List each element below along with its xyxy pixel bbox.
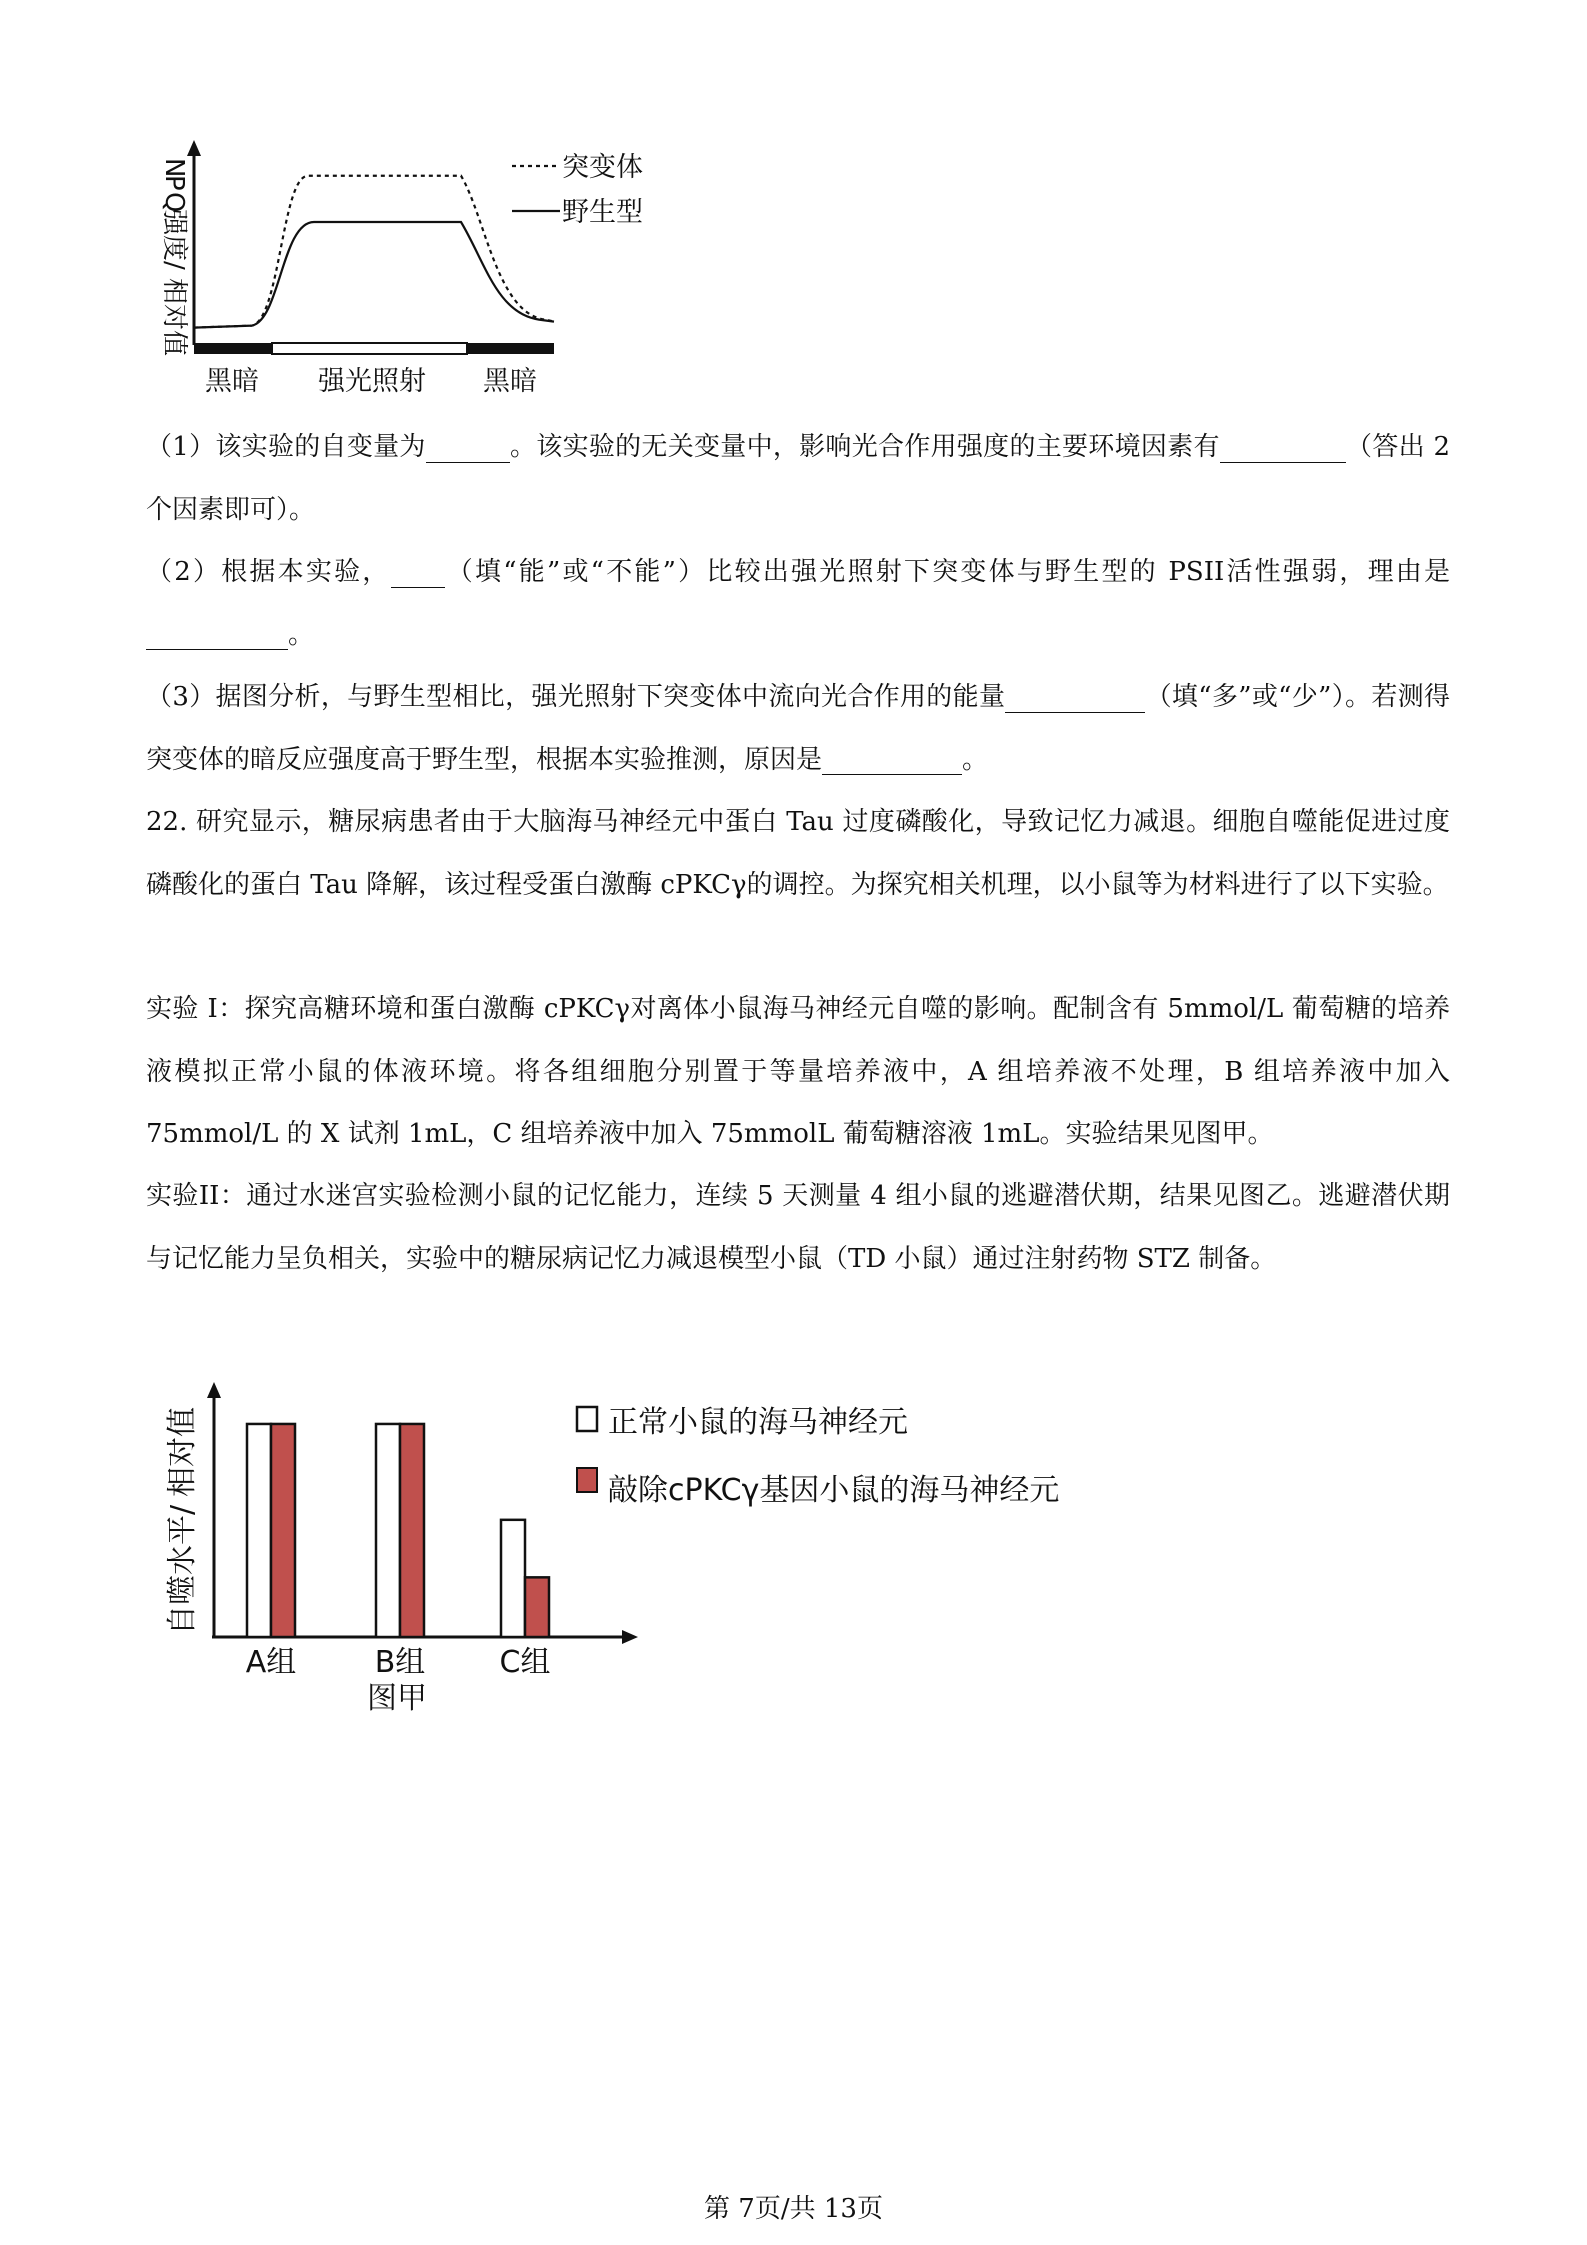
page-footer: 第 7页/共 13页 (704, 2194, 883, 2224)
bar-ylabel-char: 自 (165, 1605, 200, 1635)
npq-ylabel-char: N (159, 158, 189, 178)
bar-ylabel-char: 平 (165, 1515, 200, 1545)
bar-normal-a (247, 1424, 271, 1637)
bar-ylabel-char: 相 (165, 1467, 200, 1497)
legend-wild-label: 野生型 (562, 197, 643, 228)
phase-label-dark-2: 黑暗 (483, 366, 537, 397)
bar-category-a: A组 (245, 1645, 297, 1680)
phase-label-light: 强光照射 (318, 366, 426, 397)
q1-blank-2[interactable] (1220, 435, 1346, 463)
q3-text-b: （填“多”或“少”）。若测得突变体的暗反应强度高于野生型，根据本实验推测，原因是 (146, 682, 1451, 775)
bar-x-arrow (622, 1630, 638, 1644)
bar-y-arrow (207, 1382, 221, 1398)
bar-category-b: B组 (374, 1645, 426, 1680)
experiment-2: 实验II：通过水迷宫实验检测小鼠的记忆能力，连续 5 天测量 4 组小鼠的逃避潜伏期，结果见图乙。逃避潜伏期与记忆能力呈负相关，实验中的糖尿病记忆力减退模型小鼠（TD 小鼠）通过注射药物 STZ 制备。 (146, 1181, 1450, 1274)
npq-ylabel-char: 值 (159, 330, 189, 357)
bar-ylabel-char: 值 (165, 1407, 200, 1437)
legend-knockout-swatch (577, 1468, 597, 1492)
npq-ylabel-char: Q (159, 192, 189, 213)
question-22: 22. 研究显示，糖尿病患者由于大脑海马神经元中蛋白 Tau 过度磷酸化，导致记忆力减退。细胞自噬能促进过度磷酸化的蛋白 Tau 降解，该过程受蛋白激酶 cPKCγ的调控。为探究相关机理，以小鼠等为材料进行了以下实验。 (146, 807, 1450, 900)
bar-knockout-a (271, 1424, 295, 1637)
bar-figure-title: 图甲 (367, 1681, 427, 1716)
npq-ylabel-char: 强 (159, 209, 189, 236)
q2-text-a: （2）根据本实验， (146, 557, 391, 587)
npq-ylabel-char: 度 (159, 235, 189, 262)
experiment-1: 实验 I：探究高糖环境和蛋白激酶 cPKCγ对离体小鼠海马神经元自噬的影响。配制含有 5mmol/L 葡萄糖的培养液模拟正常小鼠的体液环境。将各组细胞分别置于等量培养液中，A 组培养液不处理，B 组培养液中加入 75mmol/L 的 X 试剂 1mL，C 组培养液中加入 75mmolL 葡萄糖溶液 1mL。实验结果见图甲。 (146, 994, 1450, 1149)
q1-text-b: 。该实验的无关变量中，影响光合作用强度的主要环境因素有 (509, 432, 1220, 462)
npq-ylabel-char: 相 (159, 278, 189, 305)
bar-ylabel-char: / (165, 1504, 200, 1515)
legend-knockout-label: 敲除cPKCγ基因小鼠的海马神经元 (608, 1473, 1060, 1508)
bar-normal-c (501, 1520, 525, 1637)
bar-ylabel-char: 水 (165, 1545, 200, 1575)
q3-text-c: 。 (962, 744, 989, 775)
bar-ylabel-char: 噬 (165, 1575, 200, 1605)
q2-text-b: （填“能”或“不能”）比较出强光照射下突变体与野生型的 PSII活性强弱，理由是 (444, 557, 1451, 587)
q3-text-a: （3）据图分析，与野生型相比，强光照射下突变体中流向光合作用的能量 (146, 682, 1006, 712)
q1-text-c: （答出 2 个因素即可）。 (146, 432, 1450, 525)
q1-text-a: （1）该实验的自变量为 (146, 432, 426, 462)
q2-text-c: 。 (288, 619, 315, 650)
bar-knockout-b (400, 1424, 424, 1637)
bar-normal-b (376, 1424, 400, 1637)
npq-ylabel-char: P (159, 175, 189, 191)
bar-ylabel (165, 1407, 200, 1635)
bar-category-c: C组 (499, 1645, 551, 1680)
bar-knockout-c (525, 1577, 549, 1637)
phase-label-dark-1: 黑暗 (205, 366, 259, 397)
npq-ylabel-char: / (159, 261, 189, 270)
bar-ylabel-char: 对 (165, 1437, 200, 1467)
legend-normal-swatch (577, 1407, 597, 1431)
legend-normal-label: 正常小鼠的海马神经元 (608, 1405, 908, 1440)
npq-ylabel-char: 对 (159, 304, 189, 331)
legend-mutant-label: 突变体 (562, 152, 643, 183)
